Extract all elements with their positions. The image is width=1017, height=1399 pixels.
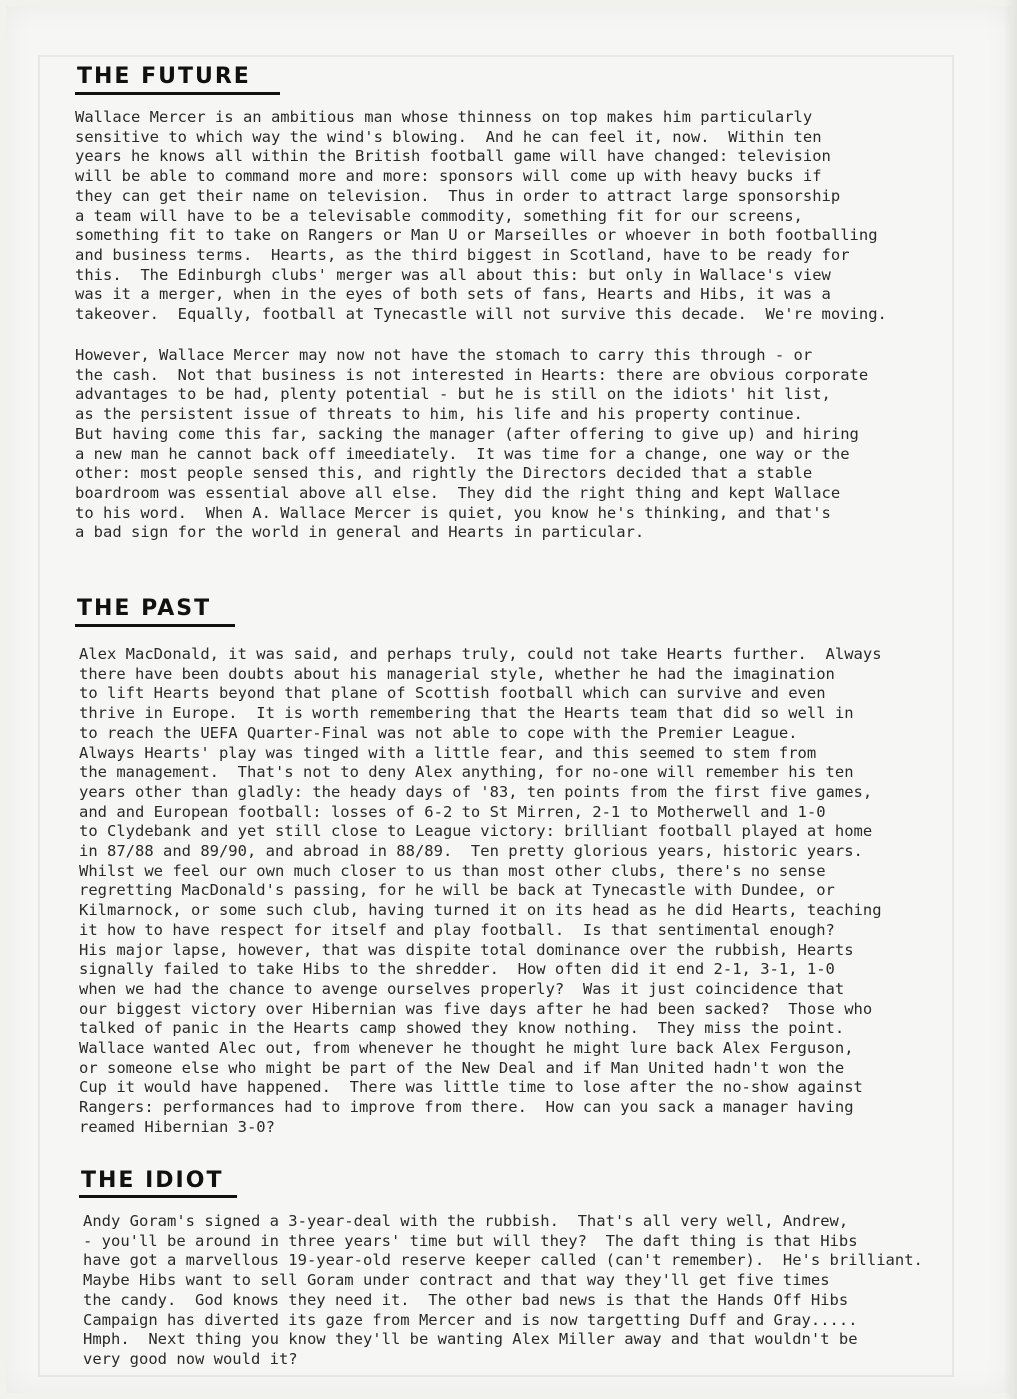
heading-underline-idiot [79,1195,237,1198]
section-heading-past: THE PAST [77,596,212,621]
section-heading-future: THE FUTURE [77,64,251,89]
section-heading-idiot: THE IDIOT [81,1168,224,1193]
heading-underline-past [75,624,235,627]
heading-underline-future [75,92,280,95]
page-edge-shadow [1003,0,1017,1399]
paragraph-future-2: However, Wallace Mercer may now not have the stomach to carry this through - or the cash. Not that business is not interested in Hearts: there are obvious corporate advantages to be had, plenty potential - but he is still on the idiots' hit list, as the persistent issue of threats to him, his life and his property continue. But having come this far, sacking the manager (after offering to give up) and hiring a new man he cannot back off imeediately. It was time for a change, one way or the other: most people sensed this, and rightly the Directors decided that a stable boardroom was essential above all else. They did the right thing and kept Wallace to his word. When A. Wallace Mercer is quiet, you know he's thinking, and that's a bad sign for the world in general and Hearts in particular. [75,346,869,542]
paragraph-idiot-1: Andy Goram's signed a 3-year-deal with the rubbish. That's all very well, Andrew, - you'll be around in three years' time but will they? The daft thing is that Hibs have got a marvellous 19-year-old reserve keeper called (can't remember). He's brilliant. Maybe Hibs want to sell Goram under contract and that way they'll get five times the candy. God knows they need it. The other bad news is that the Hands Off Hibs Campaign has diverted its gaze from Mercer and is now targetting Duff and Gray..... Hmph. Next thing you know they'll be wanting Alex Miller away and that wouldn't be very good now would it? [83,1212,923,1368]
paragraph-past-1: Alex MacDonald, it was said, and perhaps truly, could not take Hearts further. Always there have been doubts about his managerial style, whether he had the imagination to lift Hearts beyond that plane of Scottish football which can survive and even thrive in Europe. It is worth remembering that the Hearts team that did so well in to reach the UEFA Quarter-Final was not able to cope with the Premier League. Always Hearts' play was tinged with a little fear, and this seemed to stem from the management. That's not to deny Alex anything, for no-one will remember his ten years other than gladly: the heady days of '83, ten points from the first five games, and and European football: losses of 6-2 to St Mirren, 2-1 to Motherwell and 1-0 to Clydebank and yet still close to League victory: brilliant football played at home in 87/88 and 89/90, and abroad in 88/89. Ten pretty glorious years, historic years. Whilst we feel our own much closer to us than most other clubs, there's no sense regretting MacDonald's passing, for he will be back at Tynecastle with Dundee, or Kilmarnock, or some such club, having turned it on its head as he did Hearts, teaching it how to have respect for itself and play football. Is that sentimental enough? His major lapse, however, that was dispite total dominance over the rubbish, Hearts signally failed to take Hibs to the shredder. How often did it end 2-1, 3-1, 1-0 when we had the chance to avenge ourselves properly? Was it just coincidence that our biggest victory over Hibernian was five days after he had been sacked? Those who talked of panic in the Hearts camp showed they know nothing. They miss the point. Wallace wanted Alec out, from whenever he thought he might lure back Alex Ferguson, or someone else who might be part of the New Deal and if Man United hadn't won the Cup it would have happened. There was little time to lose after the no-show against Rangers: performances had to improve from there. How can you sack a manager having reamed Hibernian 3-0? [79,645,882,1136]
paragraph-future-1: Wallace Mercer is an ambitious man whose thinness on top makes him particularly sensitive to which way the wind's blowing. And he can feel it, now. Within ten years he knows all within the British football game will have changed: television will be able to command more and more: sponsors will come up with heavy bucks if they can get their name on television. Thus in order to attract large sponsorship a team will have to be a televisable commodity, something fit for our screens, something fit to take on Rangers or Man U or Marseilles or whoever in both footballing and business terms. Hearts, as the third biggest in Scotland, have to be ready for this. The Edinburgh clubs' merger was all about this: but only in Wallace's view was it a merger, when in the eyes of both sets of fans, Hearts and Hibs, it was a takeover. Equally, football at Tynecastle will not survive this decade. We're moving. [75,108,887,324]
